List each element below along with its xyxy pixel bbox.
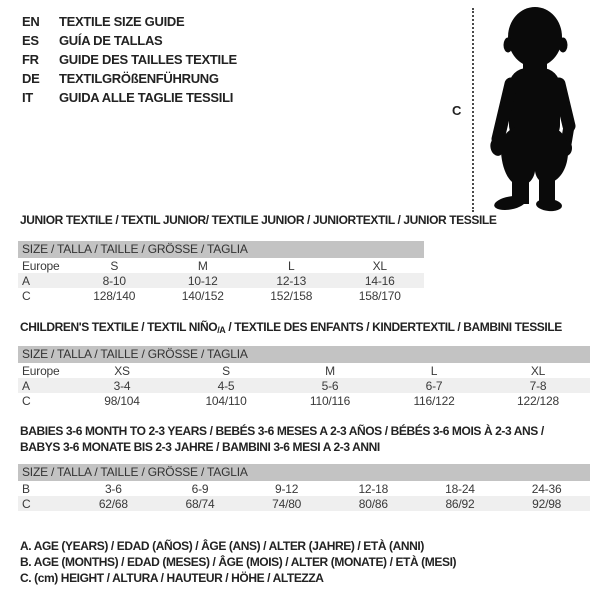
row-label-cell: Europe: [22, 258, 60, 273]
value-cell: 140/152: [181, 288, 224, 303]
row-label-cell: C: [22, 393, 31, 408]
table-row: [18, 481, 590, 496]
junior-size-table: [18, 258, 424, 303]
value-cell: 6-9: [191, 481, 209, 496]
table-row: [18, 378, 590, 393]
row-label-cell: C: [22, 496, 31, 511]
language-label: GUIDE DES TAILLES TEXTILE: [59, 52, 237, 67]
babies-size-table: [18, 481, 590, 511]
value-cell: 10-12: [187, 273, 218, 288]
value-cell: 12-13: [276, 273, 307, 288]
children-title-post: / TEXTILE DES ENFANTS / KINDERTEXTIL / BAMBINI TESSILE: [225, 320, 562, 334]
value-cell: XL: [530, 363, 546, 378]
value-cell: 98/104: [104, 393, 140, 408]
language-row-en: [22, 12, 237, 31]
value-cell: 62/68: [98, 496, 128, 511]
value-cell: 18-24: [445, 481, 475, 496]
value-cell: 4-5: [217, 378, 235, 393]
junior-table-title: JUNIOR TEXTILE / TEXTIL JUNIOR/ TEXTILE JUNIOR / JUNIORTEXTIL / JUNIOR TESSILE: [20, 213, 497, 227]
children-title-sub: /A: [217, 325, 226, 335]
row-label-cell: C: [22, 288, 31, 303]
table-row: [18, 288, 424, 303]
value-cell: XS: [114, 363, 130, 378]
value-cell: 14-16: [364, 273, 395, 288]
legend-age-months: B. AGE (MONTHS) / EDAD (MESES) / ÂGE (MOIS) / ALTER (MONATE) / ETÀ (MESI): [20, 555, 457, 569]
babies-table-title-line2: BABYS 3-6 MONATE BIS 2-3 JAHRE / BAMBINI 3-6 MESI A 2-3 ANNI: [20, 440, 380, 454]
language-row-de: [22, 69, 237, 88]
language-label: GUÍA DE TALLAS: [59, 33, 163, 48]
value-cell: 5-6: [321, 378, 339, 393]
value-cell: 128/140: [93, 288, 136, 303]
value-cell: 7-8: [529, 378, 547, 393]
children-size-table: [18, 363, 590, 408]
value-cell: S: [222, 363, 230, 378]
language-label: GUIDA ALLE TAGLIE TESSILI: [59, 90, 234, 105]
children-table-title: [20, 320, 562, 335]
value-cell: 3-4: [113, 378, 131, 393]
table-row: [18, 363, 590, 378]
value-cell: 74/80: [272, 496, 302, 511]
children-size-header-bar: SIZE / TALLA / TAILLE / GRÖSSE / TAGLIA: [18, 346, 590, 363]
row-label-cell: B: [22, 481, 30, 496]
children-title-pre: CHILDREN'S TEXTILE / TEXTIL NIÑO: [20, 320, 218, 334]
language-code: EN: [22, 14, 40, 29]
language-code: DE: [22, 71, 40, 86]
toddler-silhouette-image: [483, 4, 585, 214]
junior-size-header-bar: SIZE / TALLA / TAILLE / GRÖSSE / TAGLIA: [18, 241, 424, 258]
babies-table-title-line1: BABIES 3-6 MONTH TO 2-3 YEARS / BEBÉS 3-6 MESES A 2-3 AÑOS / BÉBÉS 3-6 MOIS À 2-3 ANS /: [20, 424, 544, 438]
height-measure-dotted-line: [472, 8, 474, 212]
value-cell: 68/74: [185, 496, 215, 511]
babies-size-header-bar: SIZE / TALLA / TAILLE / GRÖSSE / TAGLIA: [18, 464, 590, 481]
language-code: FR: [22, 52, 39, 67]
value-cell: 110/116: [309, 393, 351, 408]
value-cell: S: [110, 258, 119, 273]
language-label: TEXTILE SIZE GUIDE: [59, 14, 185, 29]
value-cell: 12-18: [358, 481, 389, 496]
legend-height: C. (cm) HEIGHT / ALTURA / HAUTEUR / HÖHE / ALTEZZA: [20, 571, 324, 585]
value-cell: 3-6: [104, 481, 122, 496]
value-cell: M: [325, 363, 335, 378]
value-cell: L: [288, 258, 295, 273]
language-list: [22, 12, 237, 107]
value-cell: 104/110: [205, 393, 247, 408]
value-cell: 116/122: [413, 393, 455, 408]
legend-age-years: A. AGE (YEARS) / EDAD (AÑOS) / ÂGE (ANS) / ALTER (JAHRE) / ETÀ (ANNI): [20, 539, 424, 553]
measurement-legend: [20, 538, 456, 586]
row-label-cell: A: [22, 378, 30, 393]
language-row-it: [22, 88, 237, 107]
height-measure-label: C: [452, 103, 462, 118]
value-cell: XL: [372, 258, 387, 273]
table-row: [18, 273, 424, 288]
value-cell: L: [430, 363, 438, 378]
value-cell: 6-7: [425, 378, 443, 393]
row-label-cell: Europe: [22, 363, 60, 378]
language-code: IT: [22, 90, 33, 105]
table-row: [18, 258, 424, 273]
language-code: ES: [22, 33, 39, 48]
value-cell: 158/170: [358, 288, 401, 303]
language-row-fr: [22, 50, 237, 69]
value-cell: 152/158: [270, 288, 313, 303]
value-cell: 86/92: [445, 496, 475, 511]
value-cell: M: [197, 258, 208, 273]
value-cell: 24-36: [531, 481, 562, 496]
row-label-cell: A: [22, 273, 30, 288]
table-row: [18, 496, 590, 511]
language-row-es: [22, 31, 237, 50]
table-row: [18, 393, 590, 408]
value-cell: 92/98: [532, 496, 562, 511]
value-cell: 8-10: [102, 273, 126, 288]
value-cell: 9-12: [275, 481, 299, 496]
value-cell: 80/86: [358, 496, 388, 511]
value-cell: 122/128: [517, 393, 559, 408]
language-label: TEXTILGRÖßENFÜHRUNG: [59, 71, 219, 86]
